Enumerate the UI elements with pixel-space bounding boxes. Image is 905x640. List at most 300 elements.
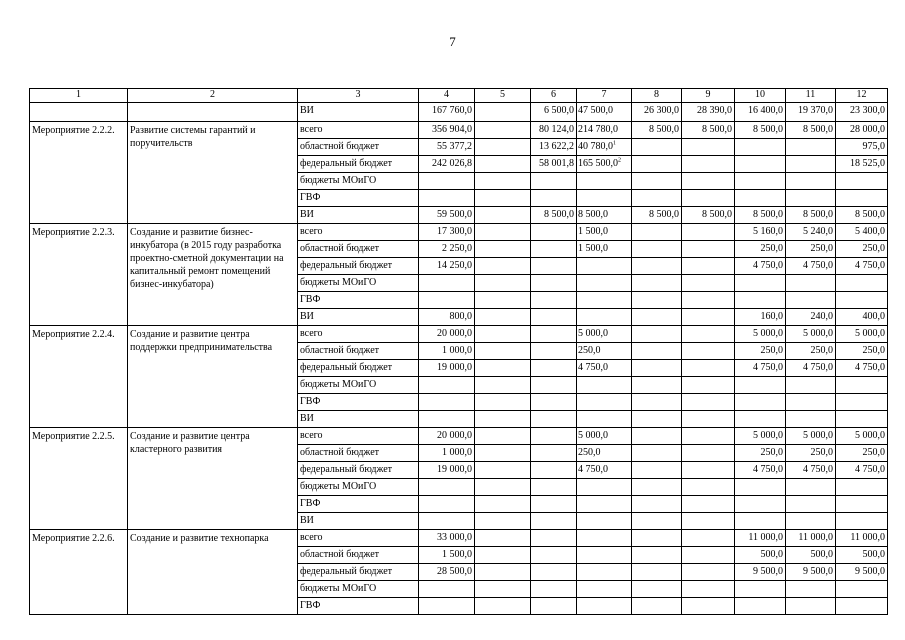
value-text: 1 000,0 [442, 447, 472, 458]
value-cell [419, 275, 475, 292]
value-cell [577, 343, 632, 360]
value-cell [836, 428, 888, 445]
value-text: 8 500,0 [855, 209, 885, 220]
value-text: 250,0 [760, 243, 783, 254]
value-cell [682, 394, 735, 411]
value-text: 1 500,0 [578, 226, 608, 237]
funding-source-cell: областной бюджет [298, 139, 419, 156]
value-cell [786, 496, 836, 513]
value-cell [735, 292, 786, 309]
value-cell [836, 496, 888, 513]
value-cell [682, 309, 735, 326]
value-cell [577, 309, 632, 326]
value-cell [475, 241, 531, 258]
table-row [30, 224, 888, 241]
value-text: 4 750,0 [753, 464, 783, 475]
funding-source-cell: ВИ [298, 207, 419, 224]
value-cell [531, 428, 577, 445]
value-cell [419, 292, 475, 309]
value-text: 20 000,0 [437, 328, 472, 339]
value-text: 500,0 [760, 549, 783, 560]
value-cell [786, 258, 836, 275]
value-cell [531, 103, 577, 122]
value-cell [531, 581, 577, 598]
value-cell [735, 530, 786, 547]
value-cell [786, 139, 836, 156]
value-text: 240,0 [810, 311, 833, 322]
value-cell [682, 598, 735, 615]
value-cell [682, 581, 735, 598]
value-text: 11 000,0 [798, 532, 833, 543]
funding-source-cell: ГВФ [298, 496, 419, 513]
value-cell [419, 479, 475, 496]
funding-source-cell: ВИ [298, 309, 419, 326]
value-cell [475, 258, 531, 275]
value-cell [682, 190, 735, 207]
value-cell [786, 275, 836, 292]
value-cell [419, 326, 475, 343]
value-cell [632, 241, 682, 258]
value-cell [577, 173, 632, 190]
value-cell [735, 326, 786, 343]
table-row [30, 326, 888, 343]
value-cell [475, 292, 531, 309]
value-cell [735, 411, 786, 428]
value-text: 5 240,0 [803, 226, 833, 237]
funding-source-cell: ВИ [298, 411, 419, 428]
footnote-marker: 2 [618, 157, 621, 164]
value-cell [475, 445, 531, 462]
table-row [30, 103, 888, 122]
value-cell [682, 513, 735, 530]
measure-title-cell: Создание и развитие технопарка [128, 530, 298, 615]
funding-source-cell: федеральный бюджет [298, 462, 419, 479]
value-cell [735, 479, 786, 496]
value-cell [577, 190, 632, 207]
value-cell [475, 394, 531, 411]
value-text: 59 500,0 [437, 209, 472, 220]
value-text: 242 026,8 [432, 158, 472, 169]
value-text: 4 750,0 [753, 260, 783, 271]
value-cell [735, 139, 786, 156]
value-text: 58 001,8 [539, 158, 574, 169]
value-text: 4 750,0 [803, 362, 833, 373]
value-cell [735, 224, 786, 241]
value-cell [786, 428, 836, 445]
value-text: 5 000,0 [803, 430, 833, 441]
value-text: 13 622,2 [539, 141, 574, 152]
value-text: 6 500,0 [544, 105, 574, 116]
value-cell [475, 139, 531, 156]
value-cell [682, 462, 735, 479]
value-cell [735, 547, 786, 564]
value-text: 400,0 [862, 311, 885, 322]
value-cell [735, 156, 786, 173]
value-text: 17 300,0 [437, 226, 472, 237]
value-cell [786, 530, 836, 547]
header-cell: 11 [786, 89, 836, 103]
funding-source-cell: областной бюджет [298, 241, 419, 258]
value-cell [836, 139, 888, 156]
value-text: 167 760,0 [432, 105, 472, 116]
value-cell [786, 581, 836, 598]
value-cell [682, 377, 735, 394]
value-cell [682, 156, 735, 173]
value-cell [735, 581, 786, 598]
value-text: 250,0 [810, 243, 833, 254]
value-cell [531, 241, 577, 258]
value-cell [531, 513, 577, 530]
value-cell [577, 360, 632, 377]
value-cell [836, 258, 888, 275]
value-text: 250,0 [862, 345, 885, 356]
value-cell [419, 156, 475, 173]
value-text: 8 500,0 [649, 209, 679, 220]
value-cell [577, 445, 632, 462]
value-text: 8 500,0 [702, 124, 732, 135]
measure-code-cell: Мероприятие 2.2.2. [30, 122, 128, 224]
value-cell [577, 581, 632, 598]
funding-source-cell: федеральный бюджет [298, 258, 419, 275]
value-cell [531, 496, 577, 513]
value-cell [836, 564, 888, 581]
value-text: 11 000,0 [850, 532, 885, 543]
value-cell [475, 275, 531, 292]
value-cell [786, 547, 836, 564]
value-text: 8 500,0 [544, 209, 574, 220]
header-cell: 9 [682, 89, 735, 103]
value-cell [531, 224, 577, 241]
value-cell [577, 496, 632, 513]
value-cell [836, 513, 888, 530]
value-text: 250,0 [862, 243, 885, 254]
value-text: 500,0 [810, 549, 833, 560]
value-cell [475, 547, 531, 564]
value-cell [735, 496, 786, 513]
value-cell [682, 224, 735, 241]
value-cell [836, 207, 888, 224]
funding-source-cell: ВИ [298, 513, 419, 530]
value-cell [682, 547, 735, 564]
header-cell: 12 [836, 89, 888, 103]
value-cell [419, 360, 475, 377]
value-cell [632, 207, 682, 224]
value-cell [786, 513, 836, 530]
footnote-marker: 1 [613, 140, 616, 147]
value-cell [419, 224, 475, 241]
value-cell [632, 445, 682, 462]
value-cell [836, 581, 888, 598]
value-text: 4 750,0 [578, 362, 608, 373]
value-cell [531, 139, 577, 156]
value-text: 4 750,0 [753, 362, 783, 373]
value-cell [735, 360, 786, 377]
value-cell [836, 309, 888, 326]
value-cell [632, 103, 682, 122]
value-cell [531, 292, 577, 309]
funding-source-cell: ГВФ [298, 598, 419, 615]
value-cell [531, 445, 577, 462]
value-text: 250,0 [760, 447, 783, 458]
value-cell [577, 139, 632, 156]
header-cell: 10 [735, 89, 786, 103]
value-cell [836, 241, 888, 258]
value-cell [475, 190, 531, 207]
funding-source-cell: федеральный бюджет [298, 564, 419, 581]
header-cell: 1 [30, 89, 128, 103]
value-text: 1 000,0 [442, 345, 472, 356]
table-body [30, 89, 888, 615]
value-cell [475, 598, 531, 615]
funding-source-cell: бюджеты МОиГО [298, 377, 419, 394]
value-cell [786, 292, 836, 309]
value-cell [632, 292, 682, 309]
value-cell [531, 530, 577, 547]
header-cell: 8 [632, 89, 682, 103]
value-cell [419, 139, 475, 156]
value-text: 11 000,0 [748, 532, 783, 543]
value-cell [836, 343, 888, 360]
table-row [30, 530, 888, 547]
value-cell [475, 564, 531, 581]
value-text: 8 500,0 [803, 209, 833, 220]
value-cell [735, 241, 786, 258]
value-cell [577, 564, 632, 581]
funding-source-cell: всего [298, 326, 419, 343]
measure-title-cell: Создание и развитие центра поддержки предпринимательства [128, 326, 298, 428]
value-cell [682, 445, 735, 462]
value-cell [475, 496, 531, 513]
value-cell [531, 275, 577, 292]
value-cell [682, 103, 735, 122]
value-cell [475, 309, 531, 326]
value-cell [531, 598, 577, 615]
value-cell [531, 190, 577, 207]
value-cell [419, 309, 475, 326]
value-cell [475, 122, 531, 139]
value-text: 250,0 [810, 447, 833, 458]
value-text: 500,0 [862, 549, 885, 560]
header-cell: 6 [531, 89, 577, 103]
value-cell [786, 411, 836, 428]
value-cell [577, 292, 632, 309]
value-cell [577, 224, 632, 241]
value-cell [682, 479, 735, 496]
value-cell [836, 292, 888, 309]
value-cell [836, 547, 888, 564]
measure-code-cell: Мероприятие 2.2.4. [30, 326, 128, 428]
value-cell [632, 581, 682, 598]
value-cell [475, 513, 531, 530]
value-text: 214 780,0 [578, 124, 618, 135]
value-text: 5 000,0 [855, 328, 885, 339]
value-text: 250,0 [760, 345, 783, 356]
value-text: 4 750,0 [855, 260, 885, 271]
value-cell [531, 207, 577, 224]
funding-source-cell: бюджеты МОиГО [298, 479, 419, 496]
header-cell: 7 [577, 89, 632, 103]
value-cell [632, 377, 682, 394]
header-cell: 4 [419, 89, 475, 103]
value-cell [786, 224, 836, 241]
value-text: 8 500,0 [702, 209, 732, 220]
value-cell [577, 275, 632, 292]
value-cell [786, 394, 836, 411]
value-cell [419, 103, 475, 122]
value-cell [632, 428, 682, 445]
value-cell [531, 394, 577, 411]
value-cell [475, 411, 531, 428]
value-cell [682, 173, 735, 190]
value-cell [419, 496, 475, 513]
value-text: 1 500,0 [578, 243, 608, 254]
value-cell [786, 360, 836, 377]
value-text: 5 400,0 [855, 226, 885, 237]
funding-source-cell: всего [298, 428, 419, 445]
value-text: 80 124,0 [539, 124, 574, 135]
funding-source-cell: ГВФ [298, 292, 419, 309]
value-cell [419, 530, 475, 547]
value-cell [632, 139, 682, 156]
value-cell [836, 122, 888, 139]
value-cell [735, 103, 786, 122]
value-cell [836, 326, 888, 343]
funding-source-cell: бюджеты МОиГО [298, 581, 419, 598]
value-cell [632, 513, 682, 530]
value-cell [632, 122, 682, 139]
value-cell [735, 564, 786, 581]
value-cell [475, 103, 531, 122]
value-cell [682, 530, 735, 547]
value-cell [419, 343, 475, 360]
value-cell [836, 394, 888, 411]
value-cell [786, 479, 836, 496]
value-cell [531, 309, 577, 326]
value-text: 4 750,0 [803, 260, 833, 271]
value-text: 9 500,0 [855, 566, 885, 577]
value-text: 9 500,0 [753, 566, 783, 577]
measure-title-cell: Развитие системы гарантий и поручительств [128, 122, 298, 224]
page-number: 7 [449, 34, 456, 49]
table-row [30, 428, 888, 445]
value-text: 4 750,0 [855, 362, 885, 373]
value-cell [735, 309, 786, 326]
value-text: 250,0 [810, 345, 833, 356]
measure-title-cell [128, 103, 298, 122]
value-cell [786, 445, 836, 462]
value-cell [632, 190, 682, 207]
value-cell [475, 173, 531, 190]
value-cell [475, 224, 531, 241]
value-cell [682, 241, 735, 258]
funding-source-cell: всего [298, 530, 419, 547]
funding-source-cell: всего [298, 122, 419, 139]
value-text: 5 000,0 [753, 328, 783, 339]
value-cell [577, 122, 632, 139]
value-cell [475, 360, 531, 377]
value-cell [531, 479, 577, 496]
value-cell [577, 156, 632, 173]
value-cell [735, 258, 786, 275]
value-cell [475, 530, 531, 547]
value-cell [531, 547, 577, 564]
value-text: 55 377,2 [437, 141, 472, 152]
value-cell [735, 343, 786, 360]
funding-source-cell: федеральный бюджет [298, 360, 419, 377]
value-cell [836, 224, 888, 241]
value-text: 250,0 [578, 447, 601, 458]
value-cell [735, 462, 786, 479]
value-cell [577, 547, 632, 564]
value-cell [735, 428, 786, 445]
value-cell [836, 190, 888, 207]
value-cell [632, 496, 682, 513]
value-cell [836, 156, 888, 173]
value-cell [577, 241, 632, 258]
value-cell [786, 241, 836, 258]
measure-code-cell: Мероприятие 2.2.3. [30, 224, 128, 326]
value-cell [682, 564, 735, 581]
value-cell [531, 173, 577, 190]
value-cell [475, 479, 531, 496]
value-cell [682, 139, 735, 156]
value-cell [836, 479, 888, 496]
funding-source-cell: областной бюджет [298, 547, 419, 564]
value-cell [786, 564, 836, 581]
value-text: 250,0 [862, 447, 885, 458]
value-cell [786, 598, 836, 615]
value-text: 8 500,0 [649, 124, 679, 135]
value-cell [419, 547, 475, 564]
value-text: 975,0 [862, 141, 885, 152]
value-cell [682, 343, 735, 360]
header-cell: 5 [475, 89, 531, 103]
value-text: 1 500,0 [442, 549, 472, 560]
value-text: 19 370,0 [798, 105, 833, 116]
value-cell [577, 258, 632, 275]
value-cell [632, 564, 682, 581]
value-text: 8 500,0 [578, 209, 608, 220]
value-text: 160,0 [760, 311, 783, 322]
value-text: 40 780,0 [578, 141, 613, 152]
value-cell [475, 428, 531, 445]
value-text: 5 160,0 [753, 226, 783, 237]
value-cell [419, 513, 475, 530]
value-cell [632, 547, 682, 564]
value-cell [836, 103, 888, 122]
value-text: 28 390,0 [697, 105, 732, 116]
value-cell [682, 411, 735, 428]
value-cell [632, 598, 682, 615]
value-cell [419, 122, 475, 139]
value-cell [632, 462, 682, 479]
value-cell [419, 598, 475, 615]
value-cell [419, 411, 475, 428]
value-cell [836, 445, 888, 462]
value-text: 4 750,0 [803, 464, 833, 475]
value-text: 28 500,0 [437, 566, 472, 577]
value-cell [836, 377, 888, 394]
value-cell [735, 394, 786, 411]
value-cell [577, 479, 632, 496]
funding-source-cell: бюджеты МОиГО [298, 173, 419, 190]
value-cell [419, 462, 475, 479]
value-cell [735, 173, 786, 190]
value-cell [531, 122, 577, 139]
value-cell [531, 156, 577, 173]
funding-source-cell: ВИ [298, 103, 419, 122]
value-cell [682, 292, 735, 309]
